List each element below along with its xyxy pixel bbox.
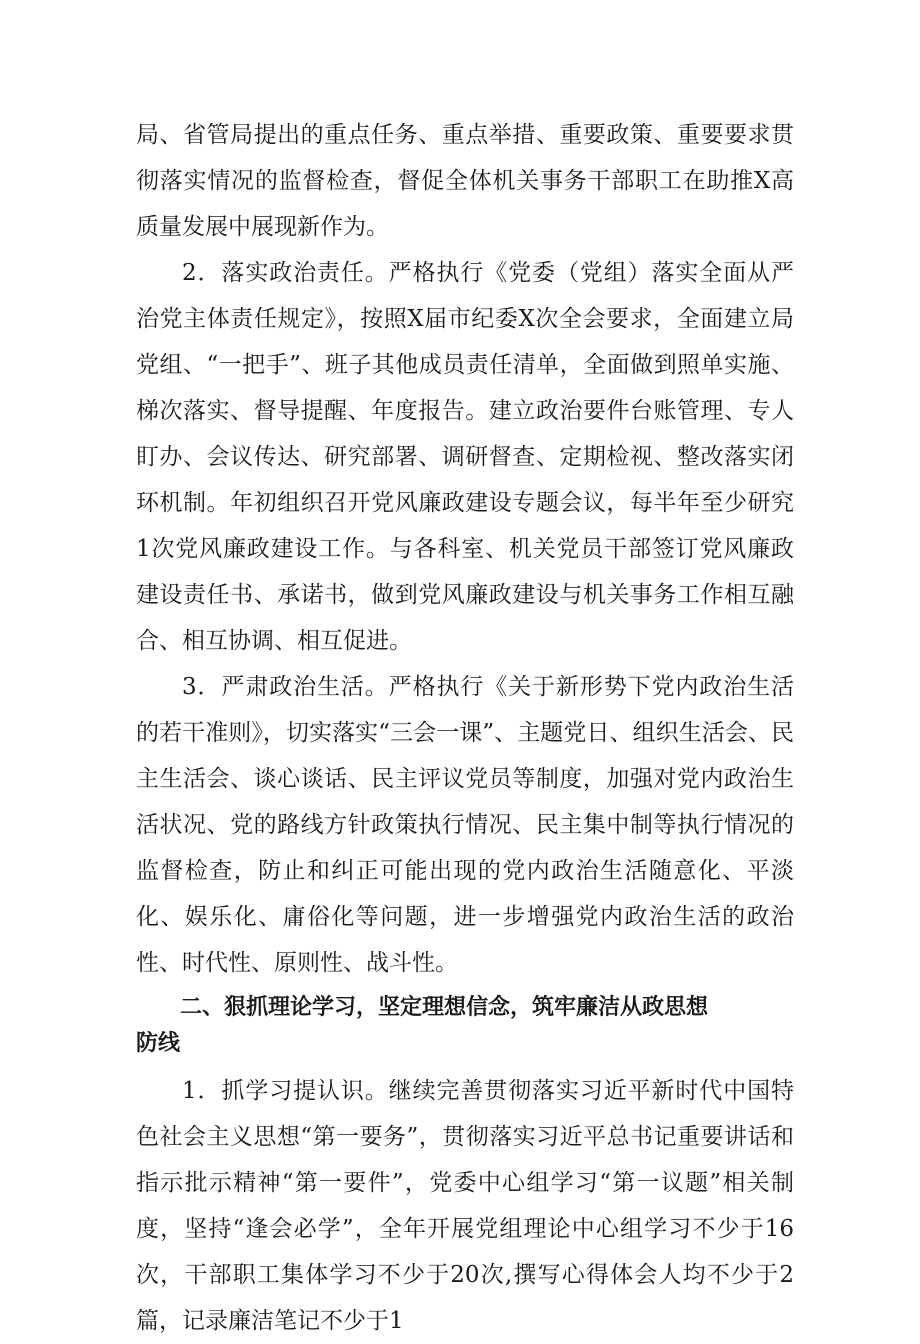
paragraph-study: 1．抓学习提认识。继续完善贯彻落实习近平新时代中国特色社会主义思想“第一要务”，贯彻落实习近平总书记重要讲话和指示批示精神“第一要件”，党委中心组学习“第一议题”相关制度，坚持“逢会必学”，全年开展党组理论中心组学习不少于16次，干部职工集体学习不少于20次,撰写心得体会人均不少于2篇，记录廉洁笔记不少于1	[136, 1078, 794, 1334]
section-heading-line-1: 二、狠抓理论学习，坚定理想信念，筑牢廉洁从政思想	[180, 995, 709, 1020]
section-heading-line-2: 防线	[136, 1031, 181, 1056]
section-heading	[136, 986, 794, 1068]
paragraph-continuation: 局、省管局提出的重点任务、重点举措、重要政策、重要要求贯彻落实情况的监督检查，督促全体机关事务干部职工在助推X高质量发展中展现新作为。	[136, 122, 794, 240]
paragraph-political-responsibility: 2．落实政治责任。严格执行《党委（党组）落实全面从严治党主体责任规定》，按照X届市纪委X次全会要求，全面建立局党组、“一把手”、班子其他成员责任清单，全面做到照单实施、梯次落实、督导提醒、年度报告。建立政治要件台账管理、专人盯办、会议传达、研究部署、调研督查、定期检视、整改落实闭环机制。年初组织召开党风廉政建设专题会议，每半年至少研究1次党风廉政建设工作。与各科室、机关党员干部签订党风廉政建设责任书、承诺书，做到党风廉政建设与机关事务工作相互融合、相互协调、相互促进。	[136, 260, 794, 654]
document-body	[136, 112, 794, 1344]
paragraph-political-life: 3．严肃政治生活。严格执行《关于新形势下党内政治生活的若干准则》，切实落实“三会一课”、主题党日、组织生活会、民主生活会、谈心谈话、民主评议党员等制度，加强对党内政治生活状况、党的路线方针政策执行情况、民主集中制等执行情况的监督检查，防止和纠正可能出现的党内政治生活随意化、平淡化、娱乐化、庸俗化等问题，进一步增强党内政治生活的政治性、时代性、原则性、战斗性。	[136, 674, 794, 976]
